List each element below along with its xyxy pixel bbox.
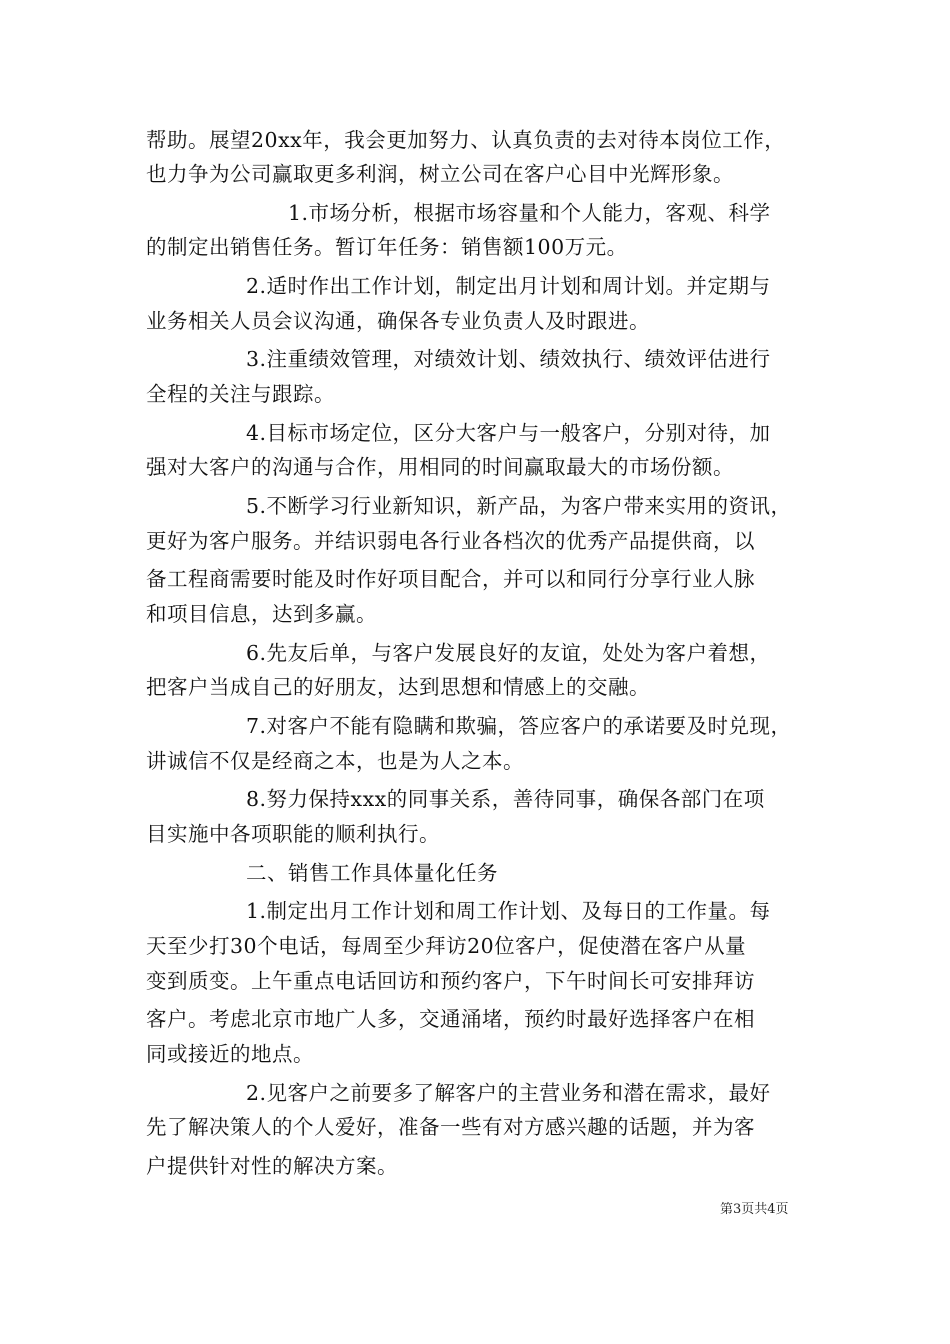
- text-line: 7.对客户不能有隐瞒和欺骗，答应客户的承诺要及时兑现，: [246, 714, 792, 738]
- text-line: 和项目信息，达到多赢。: [146, 602, 377, 626]
- text-line: 全程的关注与跟踪。: [146, 382, 335, 406]
- text-line: 1.制定出月工作计划和周工作计划、及每日的工作量。每: [246, 899, 771, 923]
- text-line: 5.不断学习行业新知识，新产品，为客户带来实用的资讯，: [246, 494, 792, 518]
- text-line: 变到质变。上午重点电话回访和预约客户，下午时间长可安排拜访: [146, 969, 755, 993]
- text-line: 户提供针对性的解决方案。: [146, 1154, 398, 1178]
- text-line: 的制定出销售任务。暂订年任务：销售额100万元。: [146, 235, 628, 259]
- text-line: 2.见客户之前要多了解客户的主营业务和潜在需求，最好: [246, 1081, 771, 1105]
- text-line: 把客户当成自己的好朋友，达到思想和情感上的交融。: [146, 675, 650, 699]
- text-line: 2.适时作出工作计划，制定出月计划和周计划。并定期与: [246, 274, 771, 298]
- text-line: 客户。考虑北京市地广人多，交通涌堵，预约时最好选择客户在相: [146, 1007, 755, 1031]
- text-line: 4.目标市场定位，区分大客户与一般客户，分别对待，加: [246, 421, 771, 445]
- text-line: 3.注重绩效管理，对绩效计划、绩效执行、绩效评估进行: [246, 347, 771, 371]
- text-line: 强对大客户的沟通与合作，用相同的时间赢取最大的市场份额。: [146, 455, 734, 479]
- text-line: 备工程商需要时能及时作好项目配合，并可以和同行分享行业人脉: [146, 567, 755, 591]
- text-line: 1.市场分析，根据市场容量和个人能力，客观、科学: [288, 201, 771, 225]
- section-heading: 二、销售工作具体量化任务: [246, 861, 498, 885]
- text-line: 天至少打30个电话，每周至少拜访20位客户，促使潜在客户从量: [146, 934, 747, 958]
- text-line: 帮助。展望20xx年，我会更加努力、认真负责的去对待本岗位工作，: [146, 128, 786, 152]
- text-line: 8.努力保持xxx的同事关系，善待同事，确保各部门在项: [246, 787, 765, 811]
- text-line: 讲诚信不仅是经商之本，也是为人之本。: [146, 749, 524, 773]
- text-line: 更好为客户服务。并结识弱电各行业各档次的优秀产品提供商，以: [146, 529, 755, 553]
- text-line: 先了解决策人的个人爱好，准备一些有对方感兴趣的话题，并为客: [146, 1115, 755, 1139]
- page-number-footer: 第3页共4页: [720, 1202, 789, 1217]
- text-line: 也力争为公司赢取更多利润，树立公司在客户心目中光辉形象。: [146, 162, 734, 186]
- text-line: 业务相关人员会议沟通，确保各专业负责人及时跟进。: [146, 309, 650, 333]
- text-line: 6.先友后单，与客户发展良好的友谊，处处为客户着想，: [246, 641, 771, 665]
- text-line: 目实施中各项职能的顺利执行。: [146, 822, 440, 846]
- text-line: 同或接近的地点。: [146, 1042, 314, 1066]
